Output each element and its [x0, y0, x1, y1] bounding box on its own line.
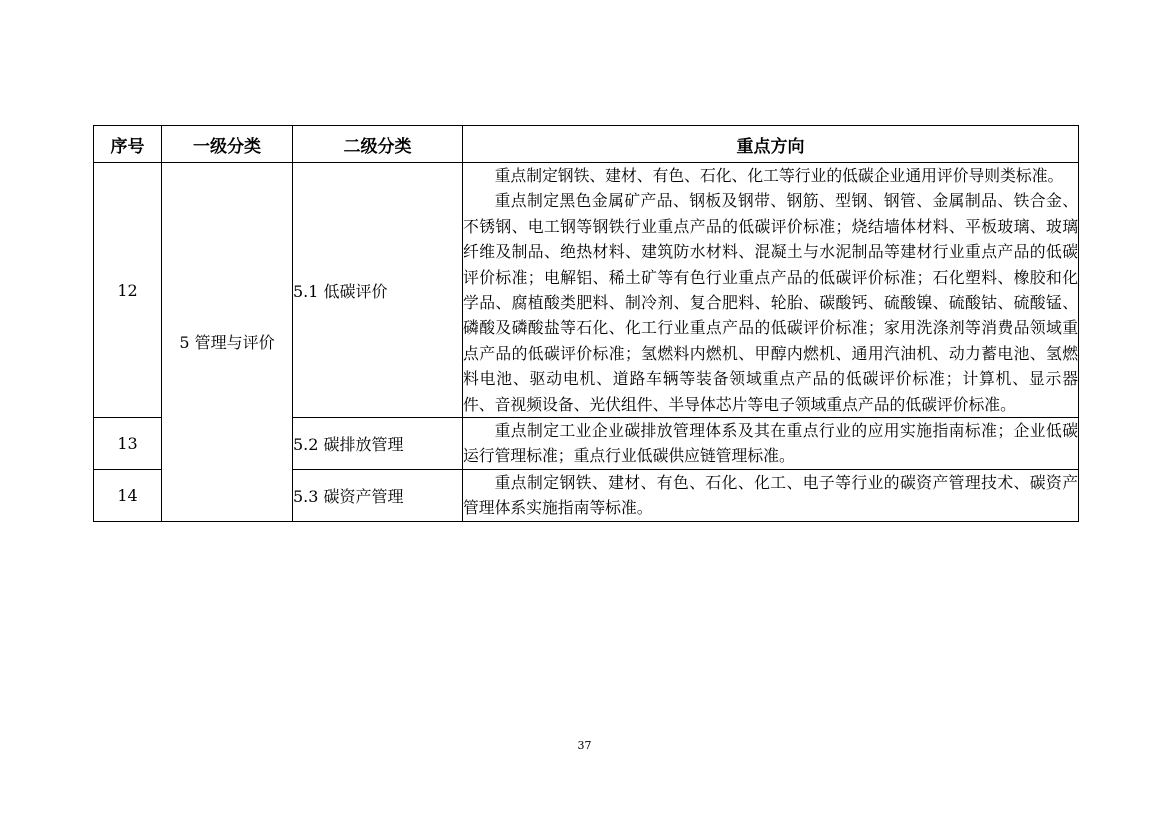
focus-paragraph: 重点制定钢铁、建材、有色、石化、化工等行业的低碳企业通用评价导则类标准。 [494, 166, 1064, 185]
category2-cell: 5.3 碳资产管理 [293, 469, 463, 521]
focus-paragraph: 重点制定钢铁、建材、有色、石化、化工、电子等行业的碳资产管理技术、碳资产管理体系实施指南等标准。 [463, 472, 1078, 518]
focus-paragraph: 重点制定黑色金属矿产品、钢板及钢带、钢筋、型钢、钢管、金属制品、铁合金、不锈钢、电工钢等钢铁行业重点产品的低碳评价标准；烧结墙体材料、平板玻璃、玻璃纤维及制品、绝热材料、建筑防水材料、混凝土与水泥制品等建材行业重点产品的低碳评价标准；电解铝、稀土矿等有色行业重点产品的低碳评价标准；石化塑料、橡胶和化学品、腐植酸类肥料、制冷剂、复合肥料、轮胎、碳酸钙、硫酸镍、硫酸钴、硫酸锰、磷酸及磷酸盐等石化、化工行业重点产品的低碳评价标准；家用洗涤剂等消费品领域重点产品的低碳评价标准；氢燃料内燃机、甲醇内燃机、通用汽油机、动力蓄电池、氢燃料电池、驱动电机、道路车辆等装备领域重点产品的低碳评价标准；计算机、显示器件、音视频设备、光伏组件、半导体芯片等电子领域重点产品的低碳评价标准。 [463, 191, 1078, 414]
header-category1: 一级分类 [162, 126, 293, 163]
header-focus: 重点方向 [463, 126, 1079, 163]
focus-cell [463, 163, 1079, 418]
category2-cell: 5.1 低碳评价 [293, 163, 463, 418]
page-number: 37 [577, 739, 592, 752]
row-number: 14 [94, 469, 162, 521]
header-number: 序号 [94, 126, 162, 163]
row-number: 13 [94, 418, 162, 470]
row-number: 12 [94, 163, 162, 418]
category2-cell: 5.2 碳排放管理 [293, 418, 463, 470]
table-row [94, 163, 1079, 418]
focus-paragraph: 重点制定工业企业碳排放管理体系及其在重点行业的应用实施指南标准；企业低碳运行管理标准；重点行业低碳供应链管理标准。 [463, 421, 1078, 466]
header-category2: 二级分类 [293, 126, 463, 163]
standards-table [93, 125, 1079, 522]
focus-cell [463, 469, 1079, 521]
table-header-row [94, 126, 1079, 163]
focus-cell [463, 418, 1079, 470]
category1-cell: 5 管理与评价 [162, 163, 293, 522]
